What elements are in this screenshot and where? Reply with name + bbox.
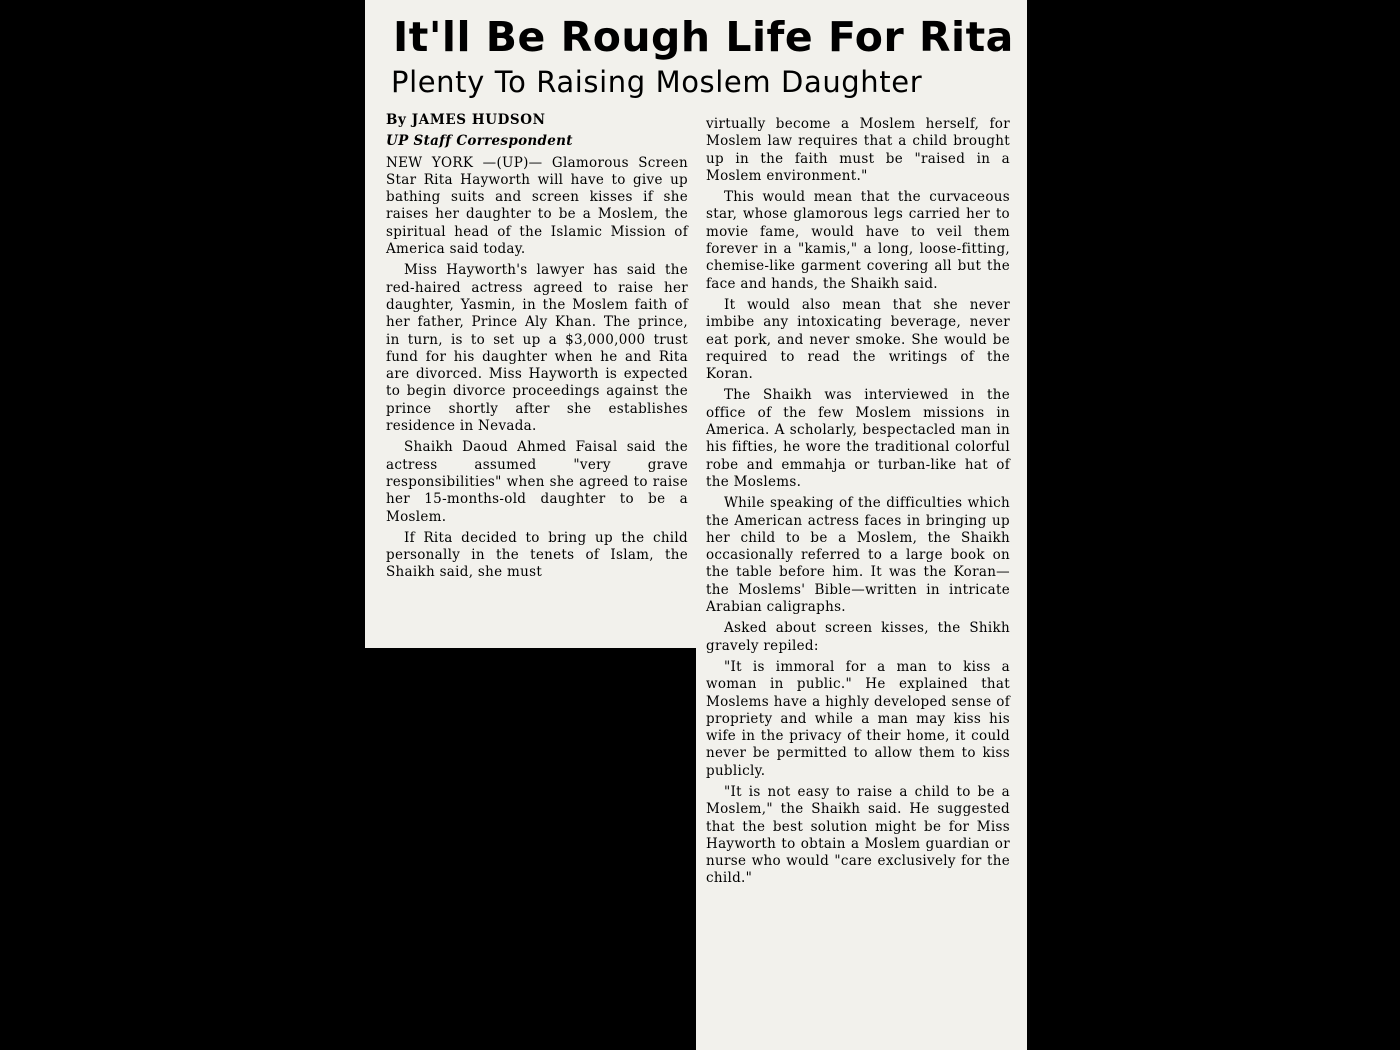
paragraph: If Rita decided to bring up the child personally in the tenets of Islam, the Shaikh said, she must <box>386 529 688 581</box>
article-column-2 <box>706 116 1010 892</box>
headline: It'll Be Rough Life For Rita <box>393 13 1014 61</box>
subheadline: Plenty To Raising Moslem Daughter <box>391 65 923 99</box>
paragraph: While speaking of the difficulties which the American actress faces in bringing up her child to be a Moslem, the Shaikh occasionally referred to a large book on the table before him. It was the Koran—the Moslems' Bible—written in intricate Arabian caligraphs. <box>706 495 1010 616</box>
byline: By JAMES HUDSON <box>386 112 546 128</box>
paragraph: Asked about screen kisses, the Shikh gravely repiled: <box>706 620 1010 654</box>
paragraph: "It is immoral for a man to kiss a woman in public." He explained that Moslems have a highly developed sense of propriety and while a man may kiss his wife in the privacy of their home, it could never be permitted to allow them to kiss publicly. <box>706 658 1010 779</box>
paragraph: Miss Hayworth's lawyer has said the red-haired actress agreed to raise her daughter, Yasmin, in the Moslem faith of her father, Prince Aly Khan. The prince, in turn, is to set up a $3,000,000 trust fund for his daughter when he and Rita are divorced. Miss Hayworth is expected to begin divorce proceedings against the prince shortly after she establishes residence in Nevada. <box>386 262 688 435</box>
article-column-1 <box>386 112 688 586</box>
paragraph: "It is not easy to raise a child to be a Moslem," the Shaikh said. He suggested that the best solution might be for Miss Hayworth to obtain a Moslem guardian or nurse who would "care exclusively for the child." <box>706 783 1010 887</box>
paragraph: It would also mean that she never imbibe any intoxicating beverage, never eat pork, and never smoke. She would be required to read the writings of the Koran. <box>706 296 1010 383</box>
paragraph: virtually become a Moslem herself, for Moslem law requires that a child brought up in the faith must be "raised in a Moslem environment." <box>706 116 1010 184</box>
byline-title: UP Staff Correspondent <box>386 133 573 150</box>
paragraph: This would mean that the curvaceous star, whose glamorous legs carried her to movie fame, would have to veil them forever in a "kamis," a long, loose-fitting, chemise-like garment covering all but the face and hands, the Shaikh said. <box>706 189 1010 292</box>
paragraph: Shaikh Daoud Ahmed Faisal said the actress assumed "very grave responsibilities" when she agreed to raise her 15-months-old daughter to be a Moslem. <box>386 439 688 525</box>
paragraph: The Shaikh was interviewed in the office of the few Moslem missions in America. A scholarly, bespectacled man in his fifties, he wore the traditional colorful robe and emmahja or turban-like hat of the Moslems. <box>706 387 1010 490</box>
paragraph: NEW YORK —(UP)— Glamorous Screen Star Rita Hayworth will have to give up bathing suits and screen kisses if she raises her daughter to be a Moslem, the spiritual head of the Islamic Mission of America said today. <box>386 154 688 258</box>
